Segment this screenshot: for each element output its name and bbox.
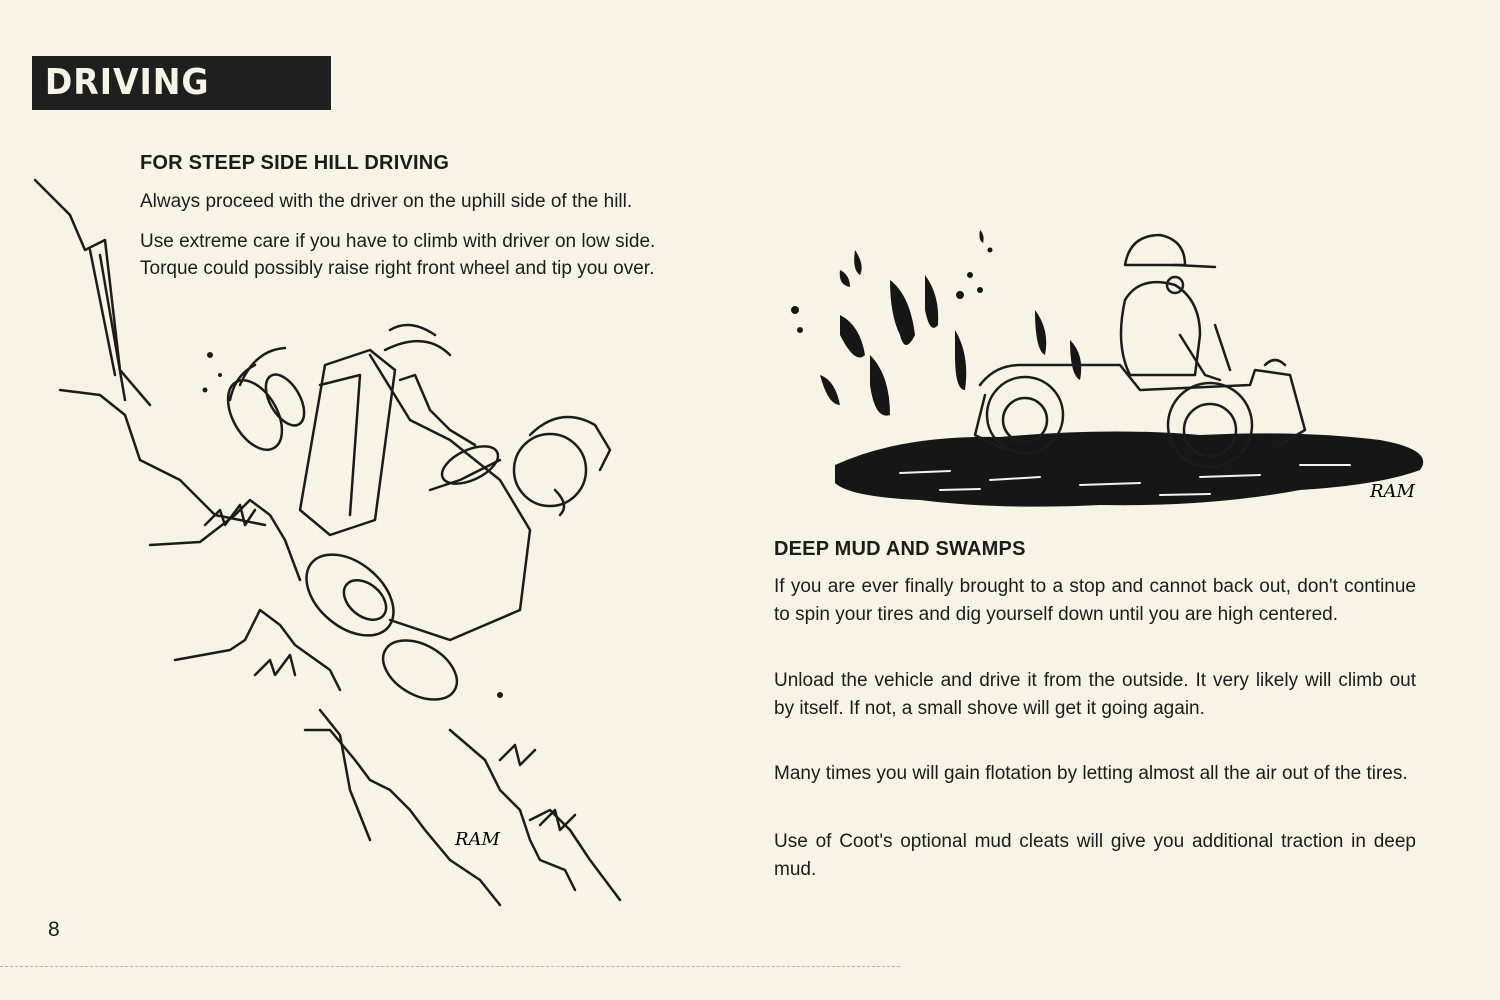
mud-artist-signature: RAM: [1370, 481, 1415, 502]
heading-deep-mud: DEEP MUD AND SWAMPS: [774, 538, 1026, 560]
hill-driving-illustration: [30, 170, 650, 910]
deep-mud-paragraph-2: Unload the vehicle and drive it from the outside. It very likely will climb out by itself. If not, a small shove will get it going again.: [774, 670, 1416, 719]
page-number: 8: [48, 918, 60, 941]
section-banner: DRIVING HINTS': [32, 56, 331, 110]
deep-mud-paragraph-3: Many times you will gain flotation by letting almost all the air out of the tires.: [774, 763, 1408, 784]
side-hill-paragraph-2: Use extreme care if you have to climb with driver on low side.: [140, 231, 656, 252]
side-hill-paragraph-3: Torque could possibly raise right front wheel and tip you over.: [140, 258, 655, 279]
side-hill-paragraph-1: Always proceed with the driver on the uphill side of the hill.: [140, 191, 633, 212]
heading-side-hill: FOR STEEP SIDE HILL DRIVING: [140, 152, 450, 174]
deep-mud-paragraph-1: If you are ever finally brought to a stop and cannot back out, don't continue to spin your tires and dig yourself down until you are high centered.: [774, 576, 1416, 625]
mud-driving-illustration: [780, 215, 1440, 515]
bottom-dashed-rule: [0, 966, 900, 967]
hill-artist-signature: RAM: [455, 829, 500, 850]
deep-mud-paragraph-4: Use of Coot's optional mud cleats will give you additional traction in deep mud.: [774, 831, 1416, 880]
